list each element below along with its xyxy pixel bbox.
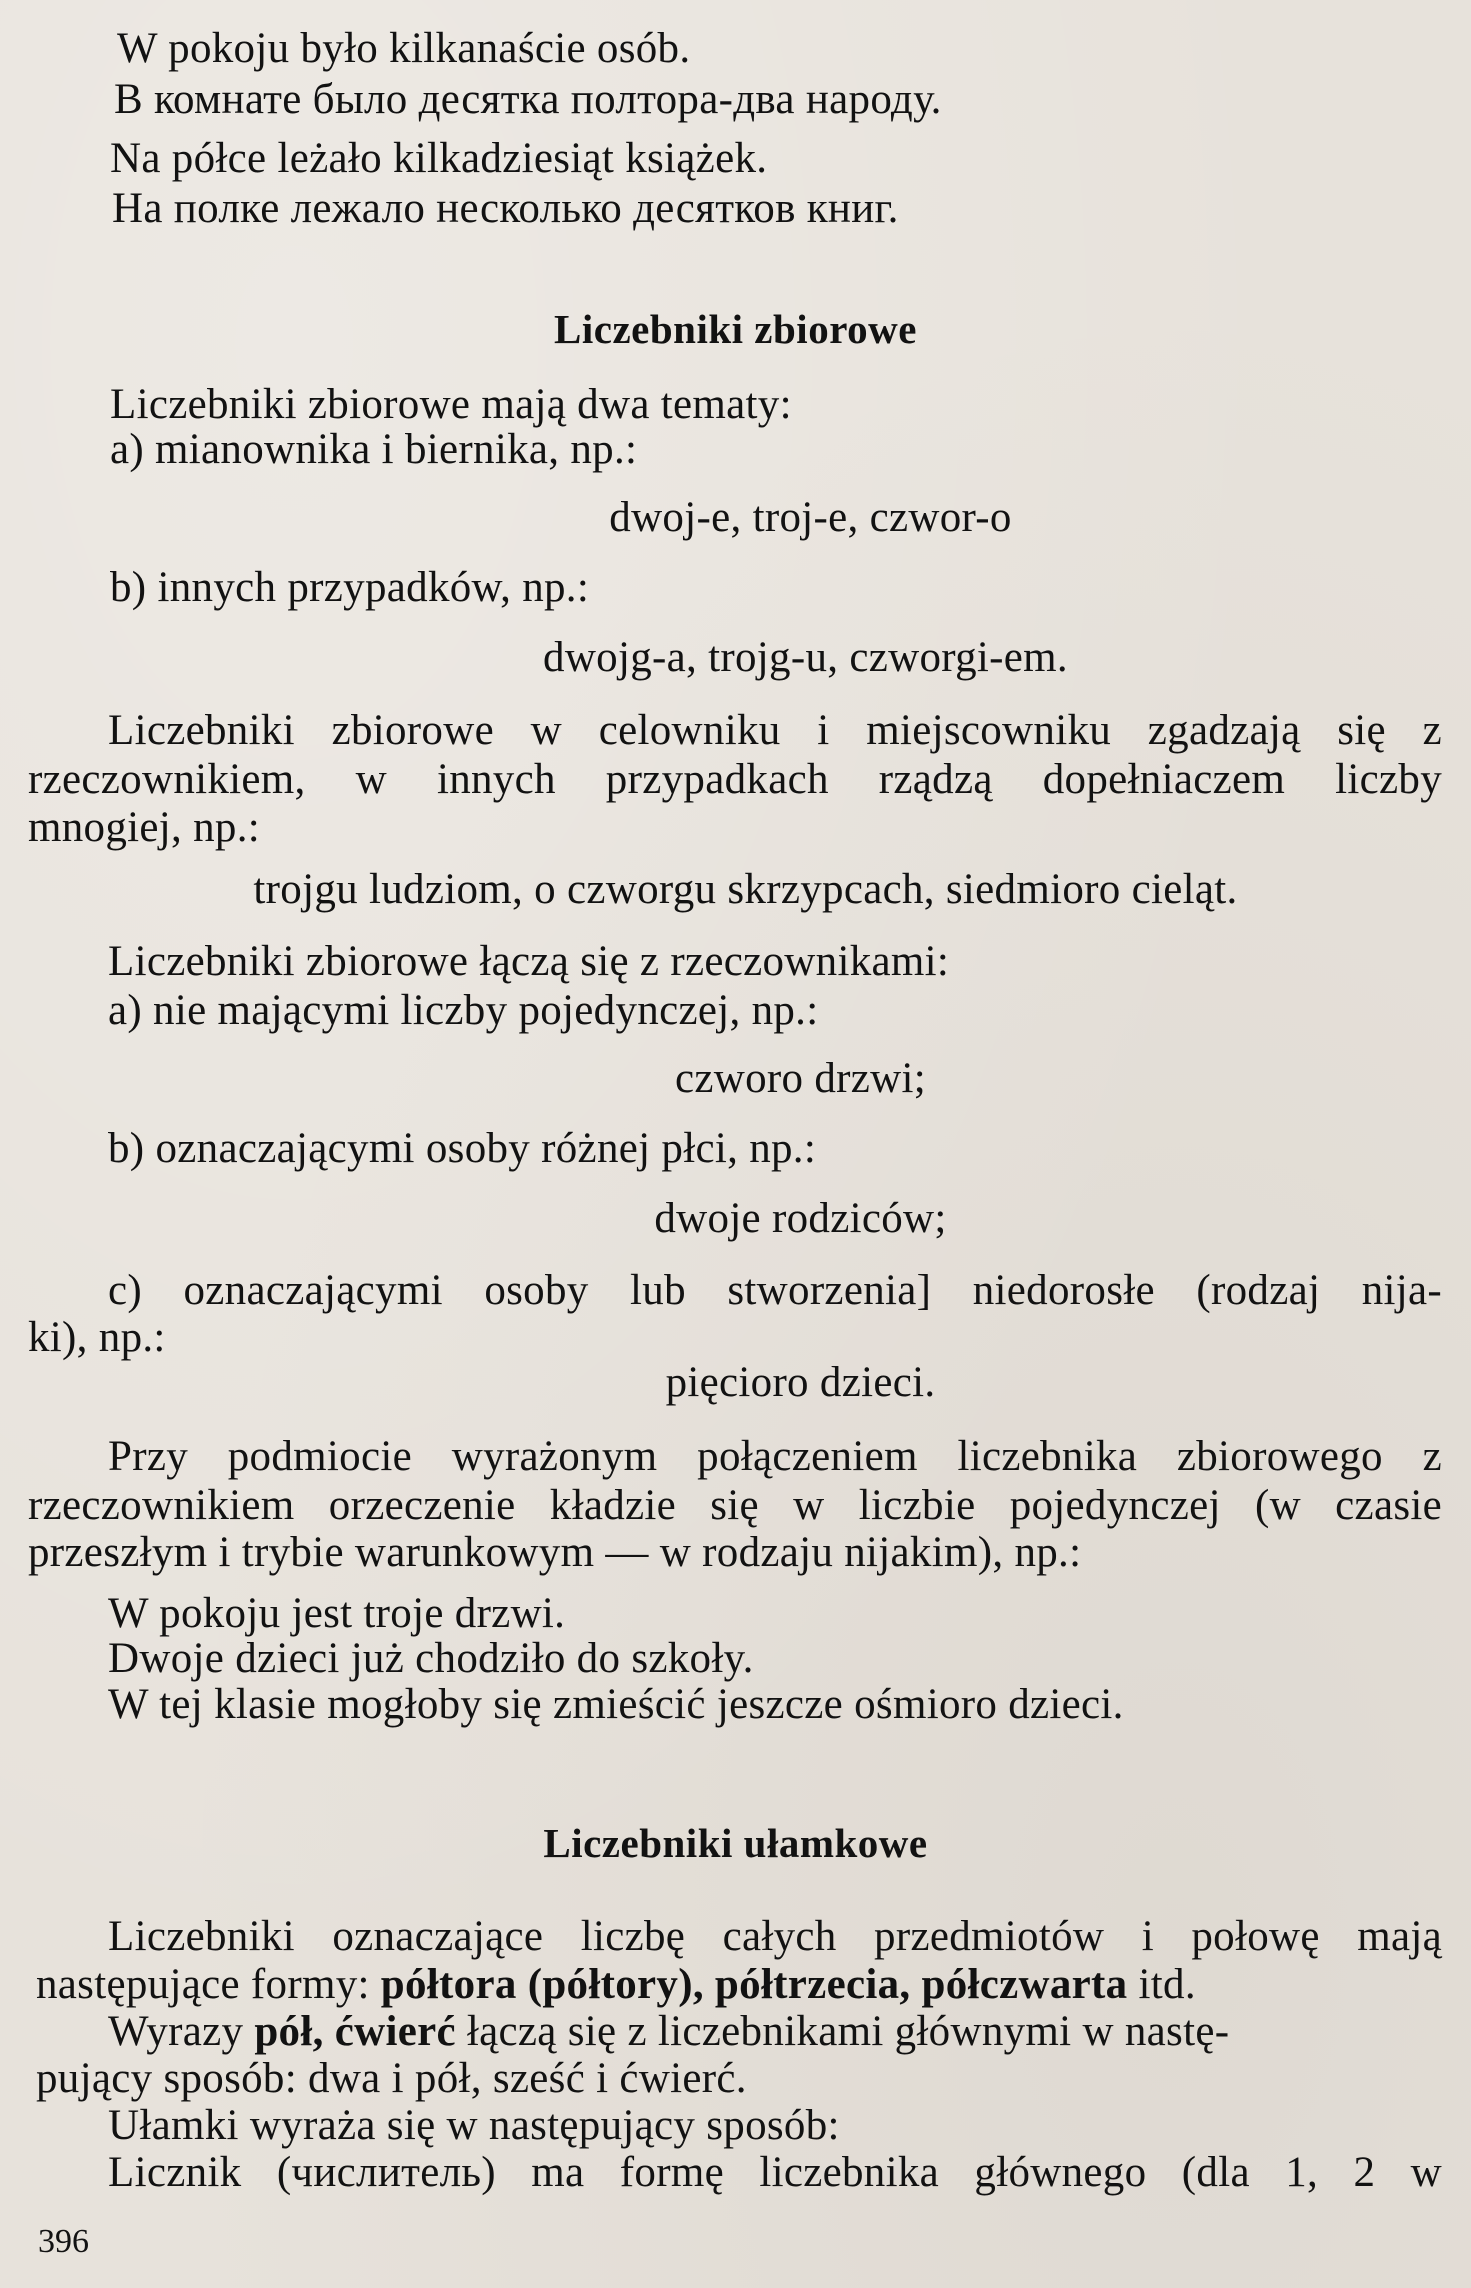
list-item-b: b) innych przypadków, np.: [110, 564, 590, 611]
list-item-b: b) oznaczającymi osoby różnej płci, np.: [108, 1125, 817, 1172]
example-phrase: pięcioro dzieci. [665, 1359, 936, 1406]
paragraph-line: pujący sposób: dwa i pół, sześć i ćwierć. [36, 2055, 747, 2102]
paragraph-line: rzeczownikiem, w innych przypadkach rządzą dopełniaczem liczby [28, 756, 1442, 803]
example-forms: dwojg-a, trojg-u, czworgi-em. [543, 634, 1068, 681]
list-item-c: c) oznaczającymi osoby lub stworzenia] niedorosłe (rodzaj nija- [108, 1267, 1442, 1314]
paragraph-line: Licznik (числитель) ma formę liczebnika głównego (dla 1, 2 w [108, 2149, 1442, 2196]
text-run: Wyrazy [108, 2008, 255, 2055]
paragraph-line: Liczebniki zbiorowe mają dwa tematy: [110, 381, 792, 428]
paragraph-line: Liczebniki oznaczające liczbę całych przedmiotów i połowę mają [108, 1913, 1442, 1960]
example-sentence: W tej klasie mogłoby się zmieścić jeszcze ośmioro dzieci. [108, 1681, 1124, 1728]
example-phrase: dwoje rodziców; [654, 1195, 947, 1242]
paragraph-line: mnogiej, np.: [28, 804, 261, 851]
paragraph-line [36, 1960, 1196, 2010]
paragraph-line: Ułamki wyraża się w następujący sposób: [108, 2102, 840, 2149]
example-forms: dwoj-e, troj-e, czwor-o [609, 494, 1012, 541]
paragraph-line: Liczebniki zbiorowe w celowniku i miejscowniku zgadzają się z [108, 707, 1442, 754]
list-item-a: a) nie mającymi liczby pojedynczej, np.: [108, 987, 819, 1034]
example-sentence: W pokoju jest troje drzwi. [108, 1590, 566, 1637]
text-run: następujące formy: [36, 1961, 381, 2008]
paragraph-line: ki), np.: [28, 1314, 166, 1361]
example-sentence-pl: W pokoju było kilkanaście osób. [117, 25, 691, 72]
bold-term: pół, ćwierć [254, 2008, 456, 2055]
paragraph-line: rzeczownikiem orzeczenie kładzie się w liczbie pojedynczej (w czasie [28, 1482, 1442, 1529]
text-run: itd. [1127, 1961, 1196, 2008]
paragraph-line [108, 2007, 1229, 2057]
page-number: 396 [38, 2223, 89, 2260]
example-sentence-pl: Na półce leżało kilkadziesiąt książek. [110, 135, 768, 182]
bold-term: półtora (półtory), półtrzecia, półczwarta [380, 1961, 1128, 2008]
paragraph-line: Liczebniki zbiorowe łączą się z rzeczownikami: [108, 938, 950, 985]
text-run: łączą się z liczebnikami głównymi w nastę- [455, 2008, 1230, 2055]
section-heading-fractional-numerals: Liczebniki ułamkowe [543, 1820, 928, 1866]
list-item-a: a) mianownika i biernika, np.: [110, 426, 638, 473]
example-phrase: czworo drzwi; [674, 1055, 927, 1102]
example-sentence-ru: На полке лежало несколько десятков книг. [112, 185, 899, 232]
example-phrase: trojgu ludziom, o czworgu skrzypcach, siedmioro cieląt. [253, 866, 1238, 913]
paragraph-line: przeszłym i trybie warunkowym — w rodzaju nijakim), np.: [28, 1529, 1082, 1576]
section-heading-collective-numerals: Liczebniki zbiorowe [554, 306, 917, 352]
example-sentence-ru: В комнате было десятка полтора-два народу. [114, 76, 942, 123]
paragraph-line: Przy podmiocie wyrażonym połączeniem liczebnika zbiorowego z [108, 1433, 1442, 1480]
example-sentence: Dwoje dzieci już chodziło do szkoły. [108, 1635, 754, 1682]
